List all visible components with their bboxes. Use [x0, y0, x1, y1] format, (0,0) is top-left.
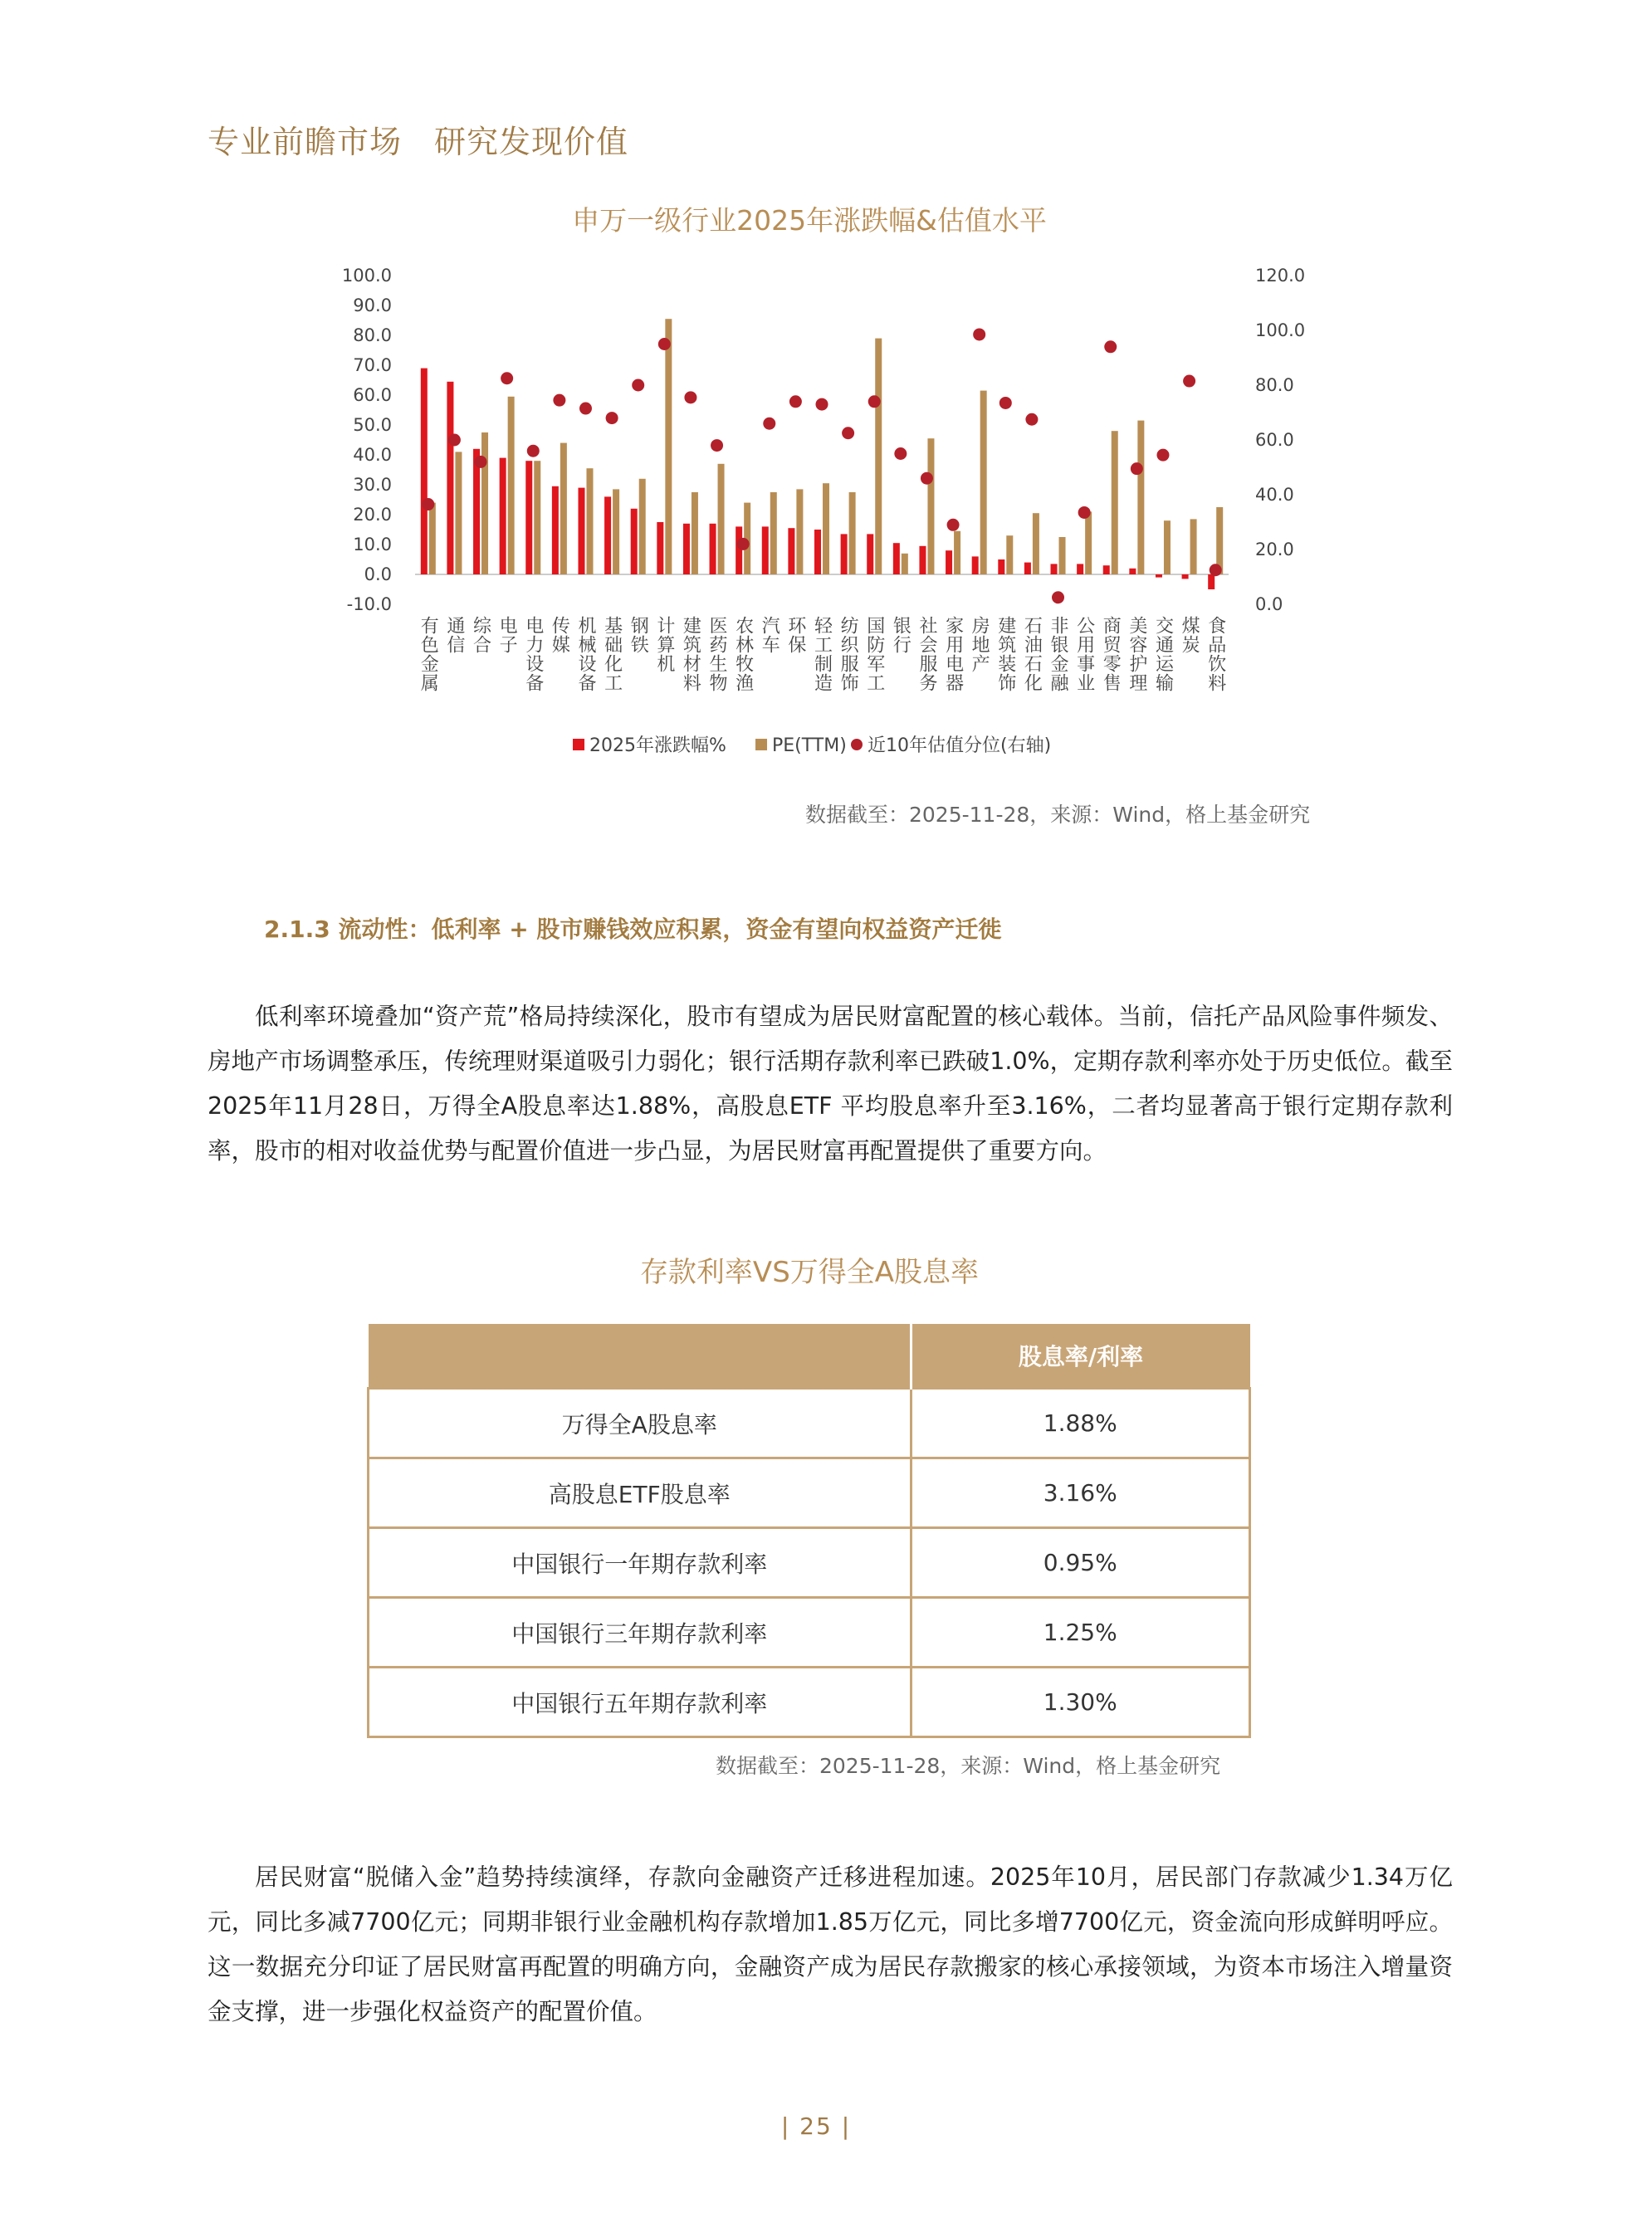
return-bar — [1024, 563, 1031, 574]
table-cell-label: 万得全A股息率 — [369, 1389, 912, 1458]
return-bar — [710, 524, 716, 574]
return-bar — [552, 486, 559, 574]
x-category-label: 钢铁 — [628, 616, 649, 654]
valuation-percentile-dot — [1052, 591, 1064, 603]
pe-bar — [1137, 421, 1144, 574]
return-bar — [814, 530, 821, 574]
y-left-tick-label: 60.0 — [353, 385, 392, 405]
pe-bar — [508, 397, 515, 574]
x-category-label: 通信 — [443, 616, 465, 654]
valuation-percentile-dot — [973, 328, 985, 340]
x-category-label: 国防军工 — [863, 616, 885, 692]
pe-bar — [639, 479, 646, 574]
y-left-tick-label: -10.0 — [346, 594, 392, 614]
x-category-label: 综合 — [470, 616, 491, 654]
valuation-percentile-dot — [789, 395, 802, 408]
pe-bar — [586, 468, 593, 574]
legend-label-percentile: 近10年估值分位(右轴) — [868, 735, 1052, 756]
y-right-tick-label: 20.0 — [1255, 540, 1294, 559]
x-category-label: 银行 — [890, 616, 912, 654]
return-bar — [578, 488, 584, 574]
pe-bar — [481, 432, 488, 574]
pe-bar — [534, 461, 540, 574]
table-cell-label: 中国银行五年期存款利率 — [369, 1668, 912, 1737]
return-bar — [421, 369, 428, 574]
x-category-label: 非银金融 — [1048, 616, 1069, 692]
y-left-tick-label: 20.0 — [353, 505, 392, 525]
valuation-percentile-dot — [1156, 449, 1169, 462]
y-left-tick-label: 0.0 — [364, 564, 392, 584]
y-left-tick-label: 70.0 — [353, 355, 392, 375]
y-left-tick-label: 10.0 — [353, 535, 392, 554]
x-category-label: 农林牧渔 — [732, 616, 754, 692]
x-category-label: 电力设备 — [522, 616, 544, 692]
valuation-percentile-dot — [1183, 375, 1195, 388]
x-category-label: 机械设备 — [574, 616, 596, 692]
return-bar — [1182, 574, 1189, 579]
return-bar — [788, 528, 794, 574]
return-bar — [762, 526, 769, 574]
chart-title: 申万一级行业2025年涨跌幅&估值水平 — [572, 204, 1047, 237]
x-category-label: 建筑装饰 — [995, 616, 1016, 692]
return-bar — [631, 509, 638, 574]
table-source-note: 数据截至：2025-11-28，来源：Wind，格上基金研究 — [716, 1754, 1221, 1778]
table-row — [369, 1458, 1250, 1528]
return-bar — [683, 524, 690, 574]
pe-bar — [927, 438, 934, 574]
return-bar — [447, 382, 453, 574]
y-right-tick-label: 60.0 — [1255, 430, 1294, 450]
legend-swatch-pe — [755, 739, 767, 750]
pe-bar — [718, 464, 725, 574]
valuation-percentile-dot — [711, 439, 723, 452]
return-bar — [1156, 574, 1162, 578]
x-category-label: 计算机 — [653, 616, 675, 673]
legend-label-return: 2025年涨跌幅% — [589, 735, 726, 756]
table-cell-value: 1.30% — [911, 1668, 1250, 1737]
table-row — [369, 1528, 1250, 1598]
x-category-label: 电子 — [496, 616, 518, 654]
return-bar — [604, 496, 611, 574]
page-header: 专业前瞻市场 研究发现价值 — [208, 124, 629, 160]
table-row — [369, 1598, 1250, 1668]
x-category-label: 医药生物 — [706, 616, 728, 692]
table-title: 存款利率VS万得全A股息率 — [639, 1256, 980, 1289]
x-category-label: 商贸零售 — [1100, 616, 1122, 692]
table-header-row — [369, 1324, 1250, 1389]
x-category-label: 环保 — [784, 616, 806, 654]
pe-bar — [902, 554, 908, 574]
pe-bar — [954, 531, 960, 574]
pe-bar — [849, 492, 856, 574]
valuation-percentile-dot — [606, 412, 618, 424]
section-heading: 2.1.3 流动性：低利率 + 股市赚钱效应积累，资金有望向权益资产迁徙 — [264, 916, 1002, 943]
return-bar — [972, 556, 979, 574]
valuation-percentile-dot — [501, 372, 513, 384]
return-bar — [998, 559, 1004, 574]
pe-bar — [1164, 520, 1171, 574]
x-category-label: 石油石化 — [1021, 616, 1043, 692]
valuation-percentile-dot — [1025, 413, 1038, 426]
table-cell-label: 中国银行三年期存款利率 — [369, 1598, 912, 1668]
industry-chart — [315, 249, 1345, 780]
y-right-tick-label: 120.0 — [1255, 266, 1306, 286]
valuation-percentile-dot — [1104, 340, 1117, 353]
y-left-tick-label: 30.0 — [353, 475, 392, 495]
return-bar — [841, 534, 848, 574]
return-bar — [893, 543, 900, 574]
valuation-percentile-dot — [868, 395, 881, 408]
return-bar — [946, 550, 952, 574]
valuation-percentile-dot — [475, 456, 487, 468]
return-bar — [1129, 569, 1136, 574]
pe-bar — [429, 503, 436, 574]
valuation-percentile-dot — [684, 391, 696, 403]
pe-bar — [1190, 519, 1197, 574]
valuation-percentile-dot — [1210, 564, 1222, 576]
x-category-label: 汽车 — [759, 616, 780, 654]
valuation-percentile-dot — [737, 538, 750, 550]
valuation-percentile-dot — [816, 398, 828, 411]
x-category-label: 公用事业 — [1073, 616, 1095, 692]
valuation-percentile-dot — [947, 519, 960, 531]
x-category-label: 基础化工 — [601, 616, 623, 692]
valuation-percentile-dot — [1000, 397, 1012, 409]
pe-bar — [875, 339, 882, 574]
table-header-cell: 股息率/利率 — [911, 1324, 1250, 1389]
legend-swatch-percentile — [851, 739, 863, 750]
x-category-label: 传媒 — [549, 616, 570, 654]
y-left-tick-label: 80.0 — [353, 325, 392, 345]
table-cell-value: 0.95% — [911, 1528, 1250, 1598]
x-category-label: 轻工制造 — [811, 616, 833, 692]
return-bar — [1103, 565, 1110, 574]
valuation-percentile-dot — [422, 498, 434, 510]
table-cell-value: 3.16% — [911, 1458, 1250, 1528]
valuation-percentile-dot — [1078, 506, 1091, 519]
pe-bar — [1006, 535, 1013, 574]
valuation-percentile-dot — [1131, 462, 1143, 475]
valuation-percentile-dot — [448, 434, 461, 447]
valuation-percentile-dot — [921, 472, 933, 485]
pe-bar — [1112, 431, 1118, 574]
return-bar — [736, 526, 742, 574]
pe-bar — [560, 443, 567, 574]
return-bar — [657, 522, 663, 574]
return-bar — [525, 461, 532, 574]
table-cell-value: 1.88% — [911, 1389, 1250, 1458]
valuation-percentile-dot — [842, 427, 854, 439]
y-right-tick-label: 40.0 — [1255, 485, 1294, 505]
valuation-percentile-dot — [894, 447, 907, 460]
x-category-label: 食品饮料 — [1205, 616, 1226, 692]
valuation-percentile-dot — [632, 379, 644, 392]
y-right-tick-label: 100.0 — [1255, 320, 1306, 340]
chart-source-note: 数据截至：2025-11-28，来源：Wind，格上基金研究 — [805, 803, 1311, 827]
pe-bar — [796, 489, 803, 574]
x-category-label: 家用电器 — [942, 616, 964, 692]
valuation-percentile-dot — [527, 445, 540, 457]
table-row — [369, 1668, 1250, 1737]
y-right-tick-label: 80.0 — [1255, 375, 1294, 395]
x-category-label: 建筑材料 — [680, 616, 701, 692]
table-cell-label: 中国银行一年期存款利率 — [369, 1528, 912, 1598]
x-category-label: 房地产 — [969, 616, 990, 673]
valuation-percentile-dot — [553, 394, 565, 407]
x-category-label: 社会服务 — [916, 616, 937, 692]
x-category-label: 煤炭 — [1179, 616, 1200, 654]
x-category-label: 交通运输 — [1152, 616, 1174, 692]
x-category-label: 纺织服饰 — [838, 616, 859, 692]
return-bar — [500, 458, 506, 574]
page-number: | 25 | — [780, 2112, 852, 2140]
return-bar — [1051, 564, 1058, 574]
valuation-percentile-dot — [763, 418, 775, 430]
y-left-tick-label: 40.0 — [353, 445, 392, 465]
pe-bar — [770, 492, 777, 574]
return-bar — [919, 546, 926, 574]
pe-bar — [1085, 511, 1092, 574]
y-left-tick-label: 100.0 — [341, 266, 392, 286]
pe-bar — [692, 492, 698, 574]
pe-bar — [980, 391, 987, 574]
valuation-percentile-dot — [658, 338, 671, 350]
paragraph-deposit-shift: 居民财富“脱储入金”趋势持续演绎，存款向金融资产迁移进程加速。2025年10月，居民部门存款减少1.34万亿元，同比多减7700亿元；同期非银行业金融机构存款增加1.85万亿元，同比多增7700亿元，资金流向形成鲜明呼应。这一数据充分印证了居民财富再配置的明确方向，金融资产成为居民存款搬家的核心承接领域，为资本市场注入增量资金支撑，进一步强化权益资产的配置价值。 — [208, 1863, 1453, 2025]
y-left-tick-label: 90.0 — [353, 295, 392, 315]
table-header-cell — [369, 1324, 912, 1389]
legend-label-pe: PE(TTM) — [772, 735, 847, 756]
y-left-tick-label: 50.0 — [353, 415, 392, 435]
return-bar — [1077, 564, 1083, 574]
return-bar — [1208, 574, 1215, 589]
paragraph-low-rate: 低利率环境叠加“资产荒”格局持续深化，股市有望成为居民财富配置的核心载体。当前，信托产品风险事件频发、房地产市场调整承压，传统理财渠道吸引力弱化；银行活期存款利率已跌破1.0%，定期存款利率亦处于历史低位。截至2025年11月28日，万得全A股息率达1.88%，高股息ETF 平均股息率升至3.16%，二者均显著高于银行定期存款利率，股市的相对收益优势与配置价值进一步凸显，为居民财富再配置提供了重要方向。 — [208, 1003, 1453, 1165]
pe-bar — [823, 483, 829, 574]
pe-bar — [1033, 513, 1039, 574]
pe-bar — [665, 319, 672, 574]
table-row — [369, 1389, 1250, 1458]
pe-bar — [455, 452, 462, 574]
rates-table — [367, 1324, 1251, 1738]
pe-bar — [1059, 537, 1066, 574]
valuation-percentile-dot — [579, 403, 592, 415]
legend-swatch-return — [573, 739, 584, 750]
x-category-label: 有色金属 — [418, 616, 439, 692]
pe-bar — [613, 489, 619, 574]
table-cell-label: 高股息ETF股息率 — [369, 1458, 912, 1528]
y-right-tick-label: 0.0 — [1255, 594, 1283, 614]
return-bar — [867, 534, 873, 574]
table-cell-value: 1.25% — [911, 1598, 1250, 1668]
x-category-label: 美容护理 — [1126, 616, 1147, 692]
